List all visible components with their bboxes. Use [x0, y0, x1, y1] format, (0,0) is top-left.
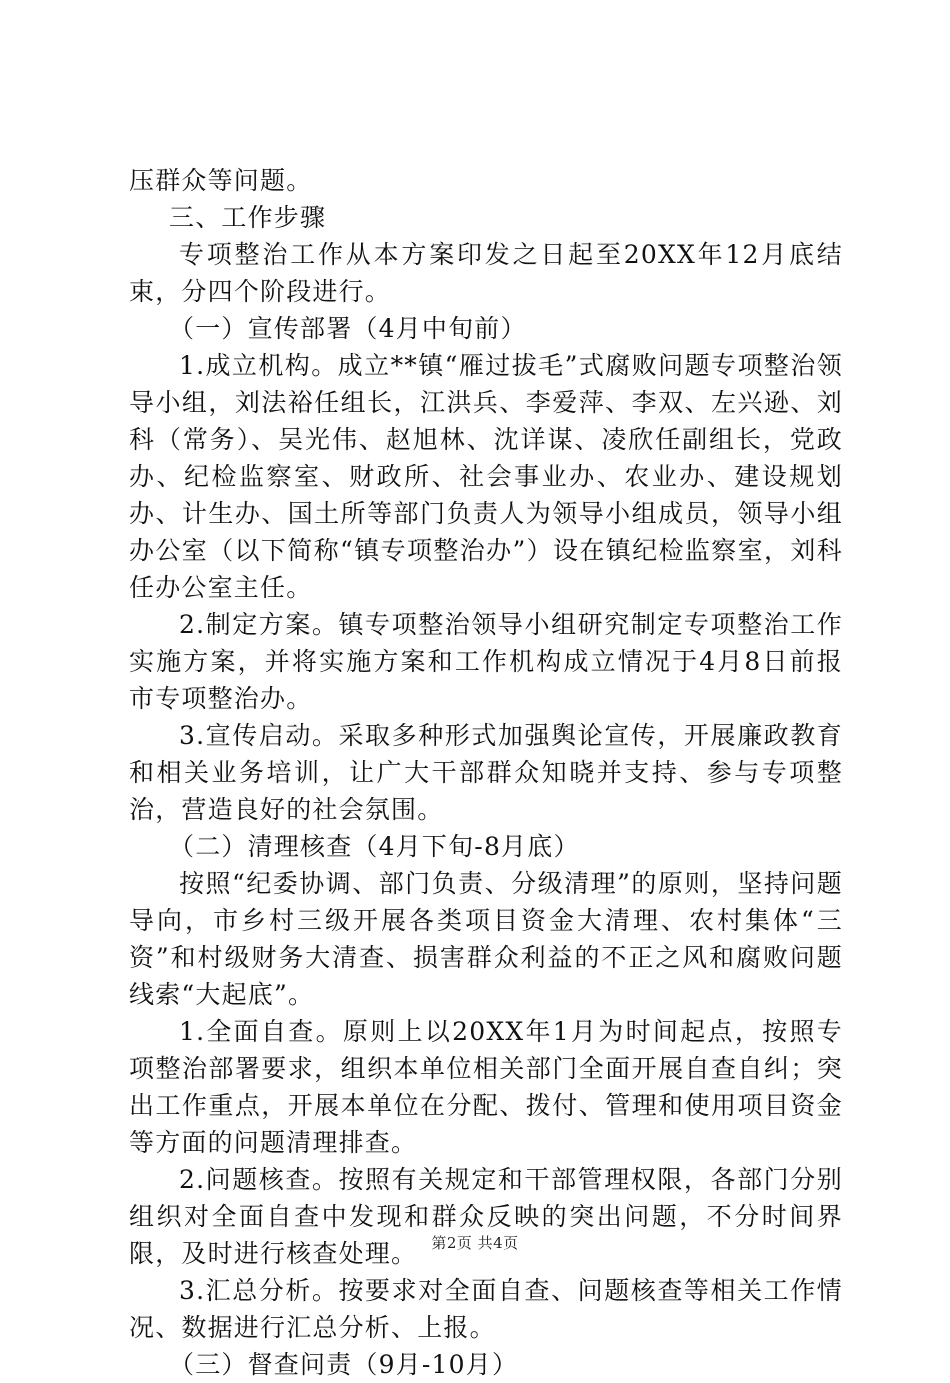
document-body [129, 162, 843, 1383]
paragraph-problem-verification: 2.问题核查。按照有关规定和干部管理权限，各部门分别组织对全面自查中发现和群众反映的突出问题，不分时间界限，及时进行核查处理。 [129, 1165, 843, 1268]
subheading-stage-one: （一）宣传部署（4月中旬前） [169, 314, 527, 343]
section-heading-work-steps: 三、工作步骤 [169, 203, 327, 232]
subheading-stage-three: （三）督查问责（9月-10月） [169, 1350, 519, 1379]
page-number-label: 第2页 共4页 [431, 1234, 519, 1252]
paragraph-continuation: 压群众等问题。 [129, 166, 313, 195]
paragraph-formulate-plan: 2.制定方案。镇专项整治领导小组研究制定专项整治工作实施方案，并将实施方案和工作机构成立情况于4月8日前报市专项整治办。 [129, 610, 843, 713]
paragraph-self-inspection: 1.全面自查。原则上以20XX年1月为时间起点，按照专项整治部署要求，组织本单位相关部门全面开展自查自纠；突出工作重点，开展本单位在分配、拨付、管理和使用项目资金等方面的问题清理排查。 [129, 1017, 843, 1157]
subheading-stage-two: （二）清理核查（4月下旬-8月底） [169, 832, 580, 861]
paragraph-cleanup-principle: 按照“纪委协调、部门负责、分级清理”的原则，坚持问题导向，市乡村三级开展各类项目资金大清理、农村集体“三资”和村级财务大清查、损害群众利益的不正之风和腐败问题线索“大起底”。 [129, 869, 843, 1009]
paragraph-establish-organization: 1.成立机构。成立**镇“雁过拔毛”式腐败问题专项整治领导小组，刘法裕任组长，江洪兵、李爱萍、李双、左兴逊、刘科（常务）、吴光伟、赵旭林、沈详谋、凌欣任副组长，党政办、纪检监察室、财政所、社会事业办、农业办、建设规划办、计生办、国土所等部门负责人为领导小组成员，领导小组办公室（以下简称“镇专项整治办”）设在镇纪检监察室，刘科任办公室主任。 [129, 351, 843, 602]
page-footer [0, 1232, 950, 1253]
paragraph-summary-analysis: 3.汇总分析。按要求对全面自查、问题核查等相关工作情况、数据进行汇总分析、上报。 [129, 1276, 843, 1342]
paragraph-overview: 专项整治工作从本方案印发之日起至20XX年12月底结束，分四个阶段进行。 [129, 240, 843, 306]
paragraph-publicity-launch: 3.宣传启动。采取多种形式加强舆论宣传，开展廉政教育和相关业务培训，让广大干部群众知晓并支持、参与专项整治，营造良好的社会氛围。 [129, 721, 843, 824]
